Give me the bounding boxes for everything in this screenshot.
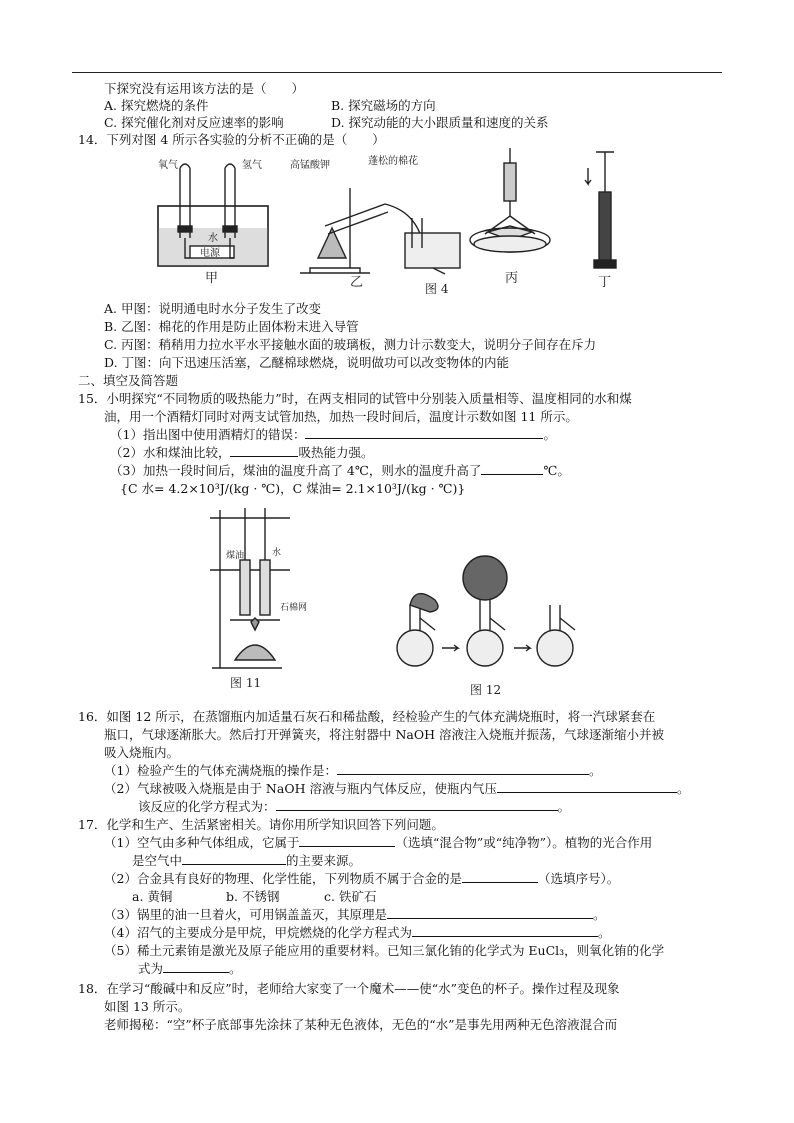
q16-part2b: 该反应的化学方程式为： 。 xyxy=(138,799,571,814)
label-jia: 甲 xyxy=(205,271,219,286)
q14-option-b: B. 乙图：棉花的作用是防止固体粉末进入导管 xyxy=(104,319,359,334)
q13-option-c: C. 探究催化剂对反应速率的影响 xyxy=(104,115,284,130)
q13-stem: 下探究没有运用该方法的是（ ） xyxy=(104,81,305,96)
label-kmno4: 高锰酸钾 xyxy=(290,160,330,171)
q14-stem: 14．下列对图 4 所示各实验的分析不正确的是（ ） xyxy=(78,132,385,147)
q14-option-a: A. 甲图：说明通电时水分子发生了改变 xyxy=(104,301,321,316)
header-rule xyxy=(72,72,722,73)
spring-balance-apparatus xyxy=(470,148,550,252)
q15-line1: 15．小明探究“不同物质的吸热能力”时，在两支相同的试管中分别装入质量相等、温度相同的水和煤 xyxy=(78,391,632,406)
q16-part2: （2）气球被吸入烧瓶是由于 NaOH 溶液与瓶内气体反应，使瓶内气压 。 xyxy=(104,781,690,796)
label-oxygen: 氧气 xyxy=(158,160,178,171)
q17-part5: （5）稀土元素铕是激光及原子能应用的重要材料。已知三氯化铕的化学式为 EuCl₃，则氧化铕的化学 xyxy=(104,943,665,958)
q17-part4: （4）沼气的主要成分是甲烷，甲烷燃烧的化学方程式为 。 xyxy=(104,925,611,940)
figure-11 xyxy=(190,500,310,690)
fig12-caption: 图 12 xyxy=(470,683,502,697)
label-power: 电源 xyxy=(200,248,220,259)
q16-blank2[interactable] xyxy=(497,780,677,793)
q17-blank6[interactable] xyxy=(163,960,229,973)
q13-option-a: A. 探究燃烧的条件 xyxy=(104,98,209,113)
fig11-label-water: 水 xyxy=(272,548,282,558)
q18-line1: 18．在学习“酸碱中和反应”时，老师给大家变了一个魔术——使“水”变色的杯子。操作过程及现象 xyxy=(78,981,620,996)
fig11-caption: 图 11 xyxy=(230,676,262,690)
q16-part1: （1）检验产生的气体充满烧瓶的操作是： 。 xyxy=(104,763,602,778)
q15-part2: （2）水和煤油比较， 吸热能力强。 xyxy=(110,445,374,460)
q17-blank5[interactable] xyxy=(412,924,598,937)
q17-part1b: 是空气中 的主要来源。 xyxy=(132,853,362,868)
section-title: 二、填空及简答题 xyxy=(78,373,179,388)
q16-line3: 吸入烧瓶内。 xyxy=(104,745,180,760)
q18-line2: 如图 13 所示。 xyxy=(104,999,191,1014)
q16-blank3[interactable] xyxy=(276,798,558,811)
q15-blank1[interactable] xyxy=(305,426,543,439)
q17-part3: （3）锅里的油一旦着火，可用锅盖盖灭，其原理是 。 xyxy=(104,907,606,922)
q14-option-d: D. 丁图：向下迅速压活塞，乙醚棉球燃烧，说明做功可以改变物体的内能 xyxy=(104,355,510,370)
q17-blank2[interactable] xyxy=(182,852,286,865)
q17-option-a: a. 黄铜 xyxy=(132,889,173,904)
q15-line2: 油，用一个酒精灯同时对两支试管加热，加热一段时间后，温度计示数如图 11 所示。 xyxy=(104,409,578,424)
q16-blank1[interactable] xyxy=(337,762,589,775)
label-cotton: 蓬松的棉花 xyxy=(368,156,418,167)
q17-part5b: 式为 。 xyxy=(138,961,242,976)
label-ding: 丁 xyxy=(598,275,612,290)
fig4-jia-labels xyxy=(158,158,262,286)
q15-part1: （1）指出图中使用酒精灯的错误： 。 xyxy=(110,427,556,442)
fig4-caption: 图 4 xyxy=(425,282,449,296)
q16-line2: 瓶口，气球逐渐胀大。然后打开弹簧夹，将注射器中 NaOH 溶液注入烧瓶并振荡，气球逐渐缩小并被 xyxy=(104,727,664,742)
q15-blank3[interactable] xyxy=(481,462,543,475)
q15-blank2[interactable] xyxy=(230,444,298,457)
q17-option-c: c. 铁矿石 xyxy=(324,889,377,904)
label-hydrogen: 氢气 xyxy=(242,160,262,171)
fig11-label-asbestos: 石棉网 xyxy=(280,603,308,613)
label-water: 水 xyxy=(208,233,218,244)
q13-option-b: B. 探究磁场的方向 xyxy=(331,98,436,113)
q17-option-b: b. 不锈钢 xyxy=(226,889,280,904)
label-bing: 丙 xyxy=(505,271,519,286)
piston-apparatus xyxy=(585,152,616,268)
q17-blank3[interactable] xyxy=(462,870,538,883)
figure-4 xyxy=(150,148,650,298)
q17-part1: （1）空气由多种气体组成，它属于 （选填“混合物”或“纯净物”）。植物的光合作用 xyxy=(104,835,653,850)
q17-part2: （2）合金具有良好的物理、化学性能，下列物质不属于合金的是 （选填序号）。 xyxy=(104,871,620,886)
q17-stem: 17．化学和生产、生活紧密相关。请你用所学知识回答下列问题。 xyxy=(78,817,444,832)
q16-line1: 16．如图 12 所示，在蒸馏瓶内加适量石灰石和稀盐酸，经检验产生的气体充满烧瓶时，将一汽球紧套在 xyxy=(78,709,656,724)
q18-line3: 老师揭秘：“空”杯子底部事先涂抹了某种无色液体，无色的“水”是事先用两种无色溶液混合而 xyxy=(104,1017,618,1032)
kmno4-heating-apparatus xyxy=(300,188,460,274)
q14-option-c: C. 丙图：稍稍用力拉水平水平接触水面的玻璃板，测力计示数变大，说明分子间存在斥力 xyxy=(104,337,597,352)
fig11-label-kerosene: 煤油 xyxy=(226,551,245,561)
q17-blank1[interactable] xyxy=(299,834,395,847)
q15-part3: （3）加热一段时间后，煤油的温度升高了 4℃，则水的温度升高了 ℃。 xyxy=(110,463,570,478)
q15-constants: {C 水= 4.2×10³J/(kg · ℃)，C 煤油= 2.1×10³J/(kg · ℃)} xyxy=(120,481,466,496)
label-yi: 乙 xyxy=(350,275,364,290)
figure-12 xyxy=(390,548,600,698)
q13-option-d: D. 探究动能的大小跟质量和速度的关系 xyxy=(331,115,549,130)
q17-blank4[interactable] xyxy=(387,906,593,919)
